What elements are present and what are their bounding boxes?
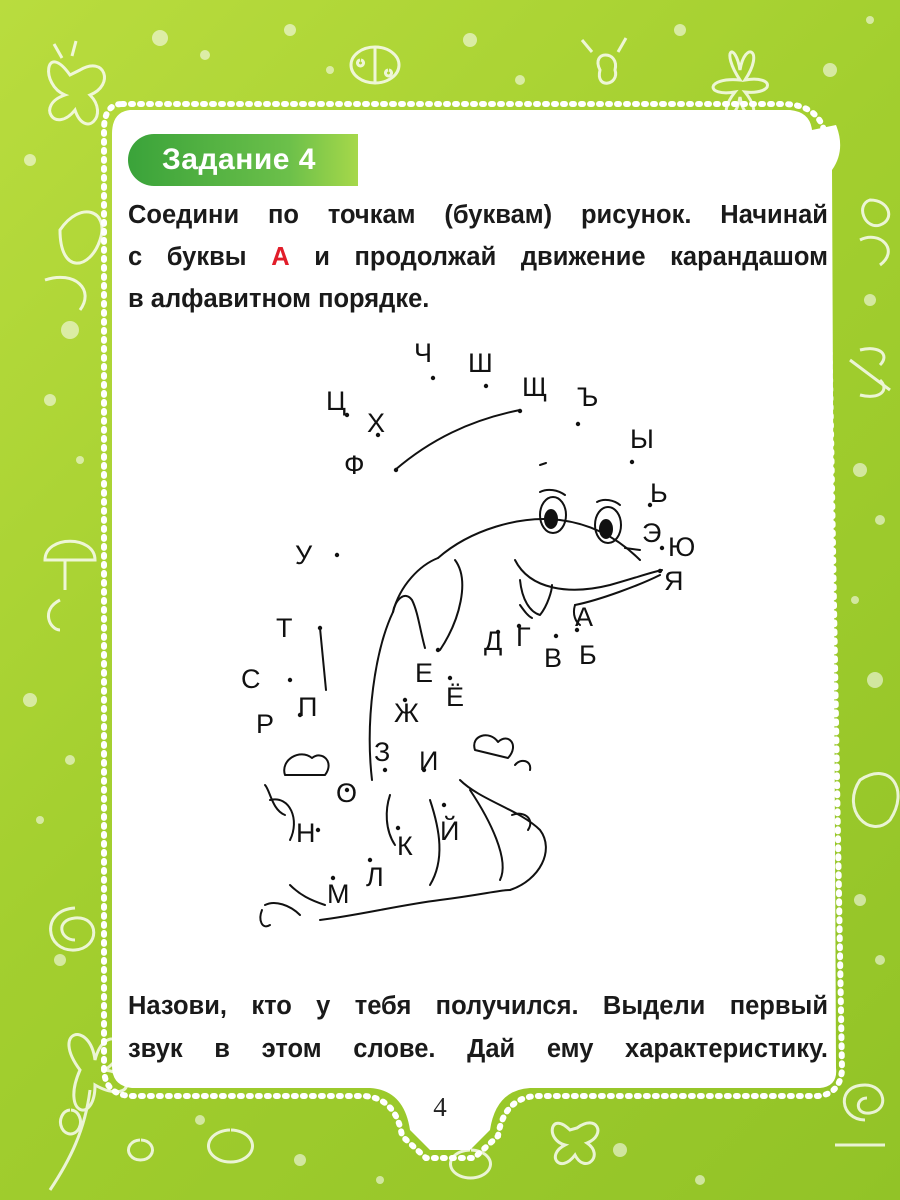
question-line-2: звук в этом слове. Дай ему характеристику. <box>128 1035 828 1063</box>
letter-ya: Я <box>664 566 684 596</box>
letter-sh: Ш <box>468 348 493 378</box>
letter-a: А <box>575 602 594 632</box>
page-number: 4 <box>433 1092 447 1122</box>
letter-ts: Ц <box>326 386 346 416</box>
letter-l: Л <box>366 862 384 892</box>
highlight-letter-a: А <box>271 243 290 271</box>
question-text <box>128 985 828 1071</box>
instruction-line-1: Соедини по точкам (буквам) рисунок. Начинай <box>128 201 828 229</box>
letter-kh: Х <box>367 408 386 438</box>
letter-i-short: Й <box>440 816 460 846</box>
letter-b: Б <box>579 640 597 670</box>
letter-f: Ф <box>344 450 365 480</box>
letter-e: Е <box>415 658 434 688</box>
dolphin-outline <box>260 410 662 926</box>
letter-v: В <box>544 643 563 673</box>
letter-ch: Ч <box>414 338 432 368</box>
letter-soft-sign: Ь <box>650 478 668 508</box>
letter-p: П <box>298 692 318 722</box>
letter-n: Н <box>296 818 316 848</box>
task-title-badge: Задание 4 <box>128 134 358 186</box>
letter-z: З <box>374 737 391 767</box>
letter-k: К <box>397 831 413 861</box>
letter-g: Г <box>516 622 531 652</box>
letter-yo: Ё <box>446 682 465 712</box>
letter-t: Т <box>276 613 293 643</box>
letter-hard-sign: Ъ <box>577 382 599 412</box>
puzzle-letters <box>241 338 695 909</box>
letter-m: М <box>327 879 350 909</box>
instruction-line-2-end: и продолжай движение карандашом <box>289 243 828 271</box>
letter-y: Ы <box>630 424 654 454</box>
letter-r: Р <box>256 709 275 739</box>
letter-e-reverse: Э <box>642 518 662 548</box>
letter-s: С <box>241 664 261 694</box>
letter-yu: Ю <box>668 532 696 562</box>
letter-o: О <box>336 778 358 808</box>
letter-i: И <box>419 746 439 776</box>
letter-zh: Ж <box>394 698 419 728</box>
letter-shch: Щ <box>522 372 548 402</box>
instruction-line-2-start: с буквы <box>128 243 272 271</box>
instruction-line-3: в алфавитном порядке. <box>128 285 430 313</box>
letter-d: Д <box>484 626 503 656</box>
letter-u: У <box>295 540 313 570</box>
question-line-1: Назови, кто у тебя получился. Выдели первый <box>128 992 828 1020</box>
